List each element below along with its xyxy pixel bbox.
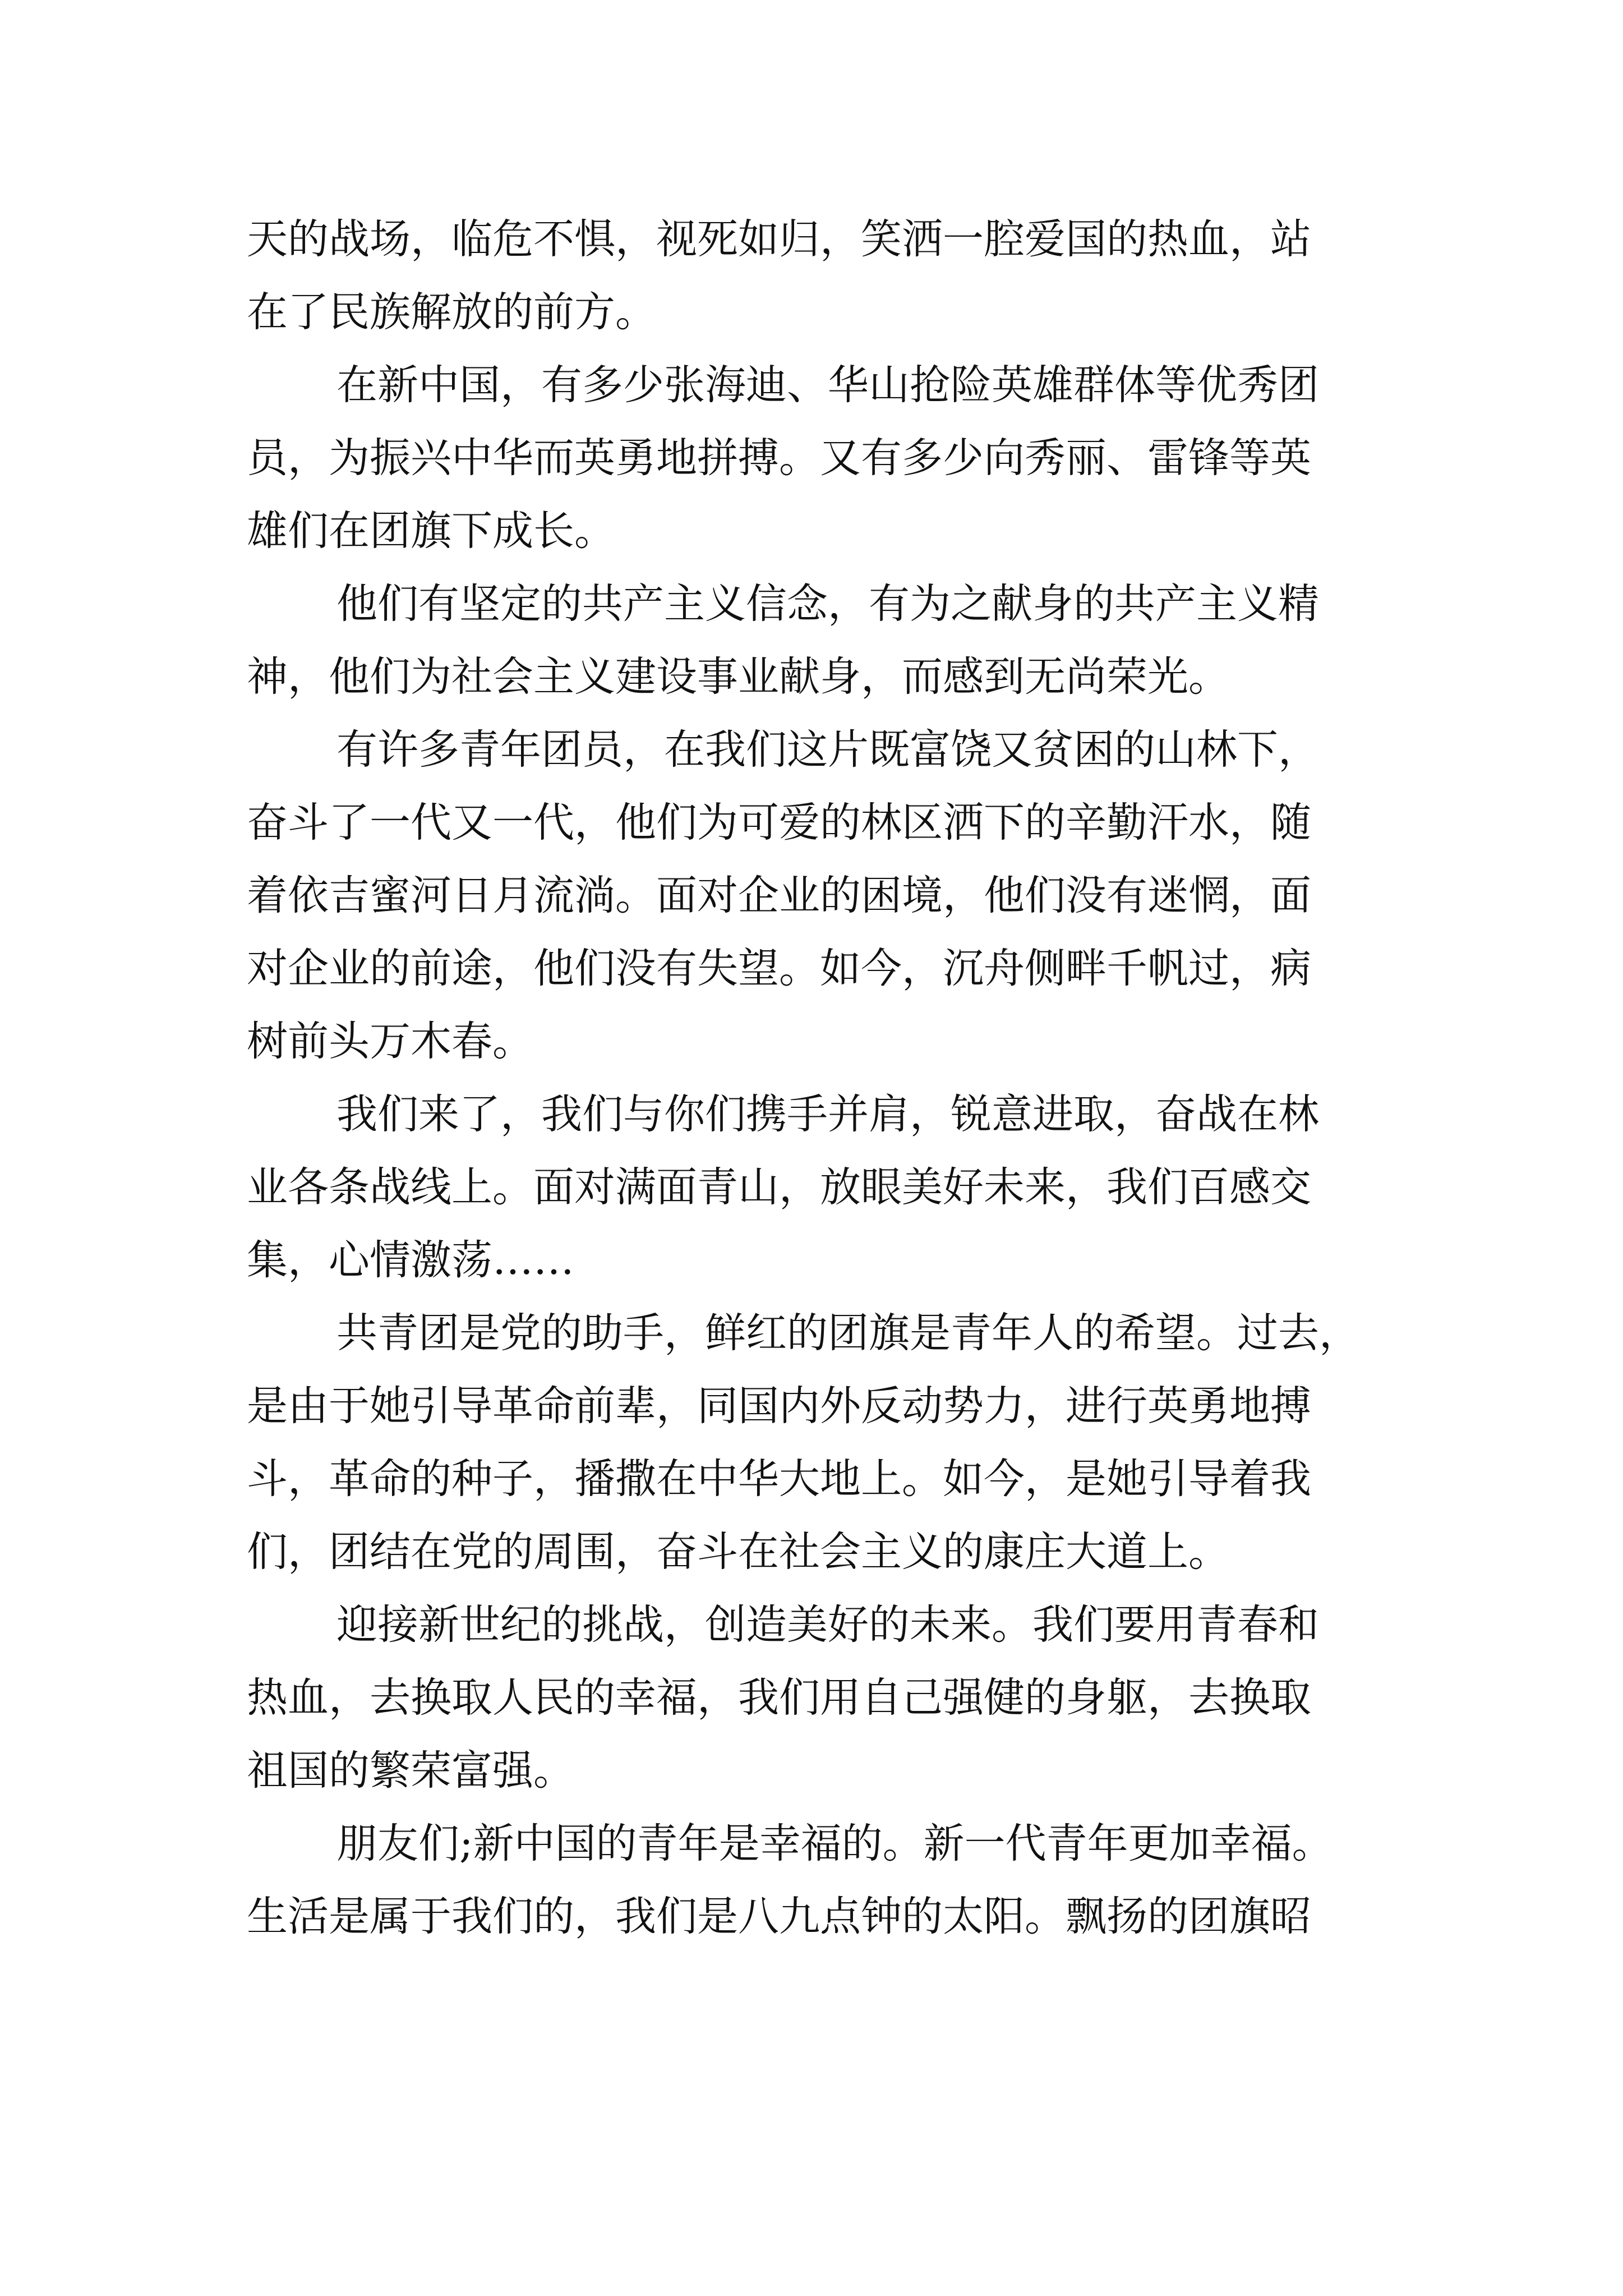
text-line: 有许多青年团员，在我们这片既富饶又贫困的山林下， <box>336 726 1319 774</box>
paragraph <box>247 1807 1391 1953</box>
text-line: 斗，革命的种子，播撒在中华大地上。如今，是她引导着我 <box>247 1455 1311 1503</box>
paragraph <box>247 714 1391 1078</box>
text-line: 着依吉蜜河日月流淌。面对企业的困境，他们没有迷惘，面 <box>247 872 1311 919</box>
paragraph <box>247 1589 1391 1807</box>
text-line: 业各条战线上。面对满面青山，放眼美好未来，我们百感交 <box>247 1163 1311 1211</box>
text-line: 在了民族解放的前方。 <box>247 288 656 336</box>
paragraph <box>247 568 1391 714</box>
text-line: 天的战场，临危不惧，视死如归，笑洒一腔爱国的热血，站 <box>247 215 1311 263</box>
paragraph <box>247 1297 1391 1589</box>
text-line: 雄们在团旗下成长。 <box>247 507 615 555</box>
text-line: 热血，去换取人民的幸福，我们用自己强健的身躯，去换取 <box>247 1674 1311 1722</box>
text-line: 朋友们;新中国的青年是幸福的。新一代青年更加幸福。 <box>336 1820 1333 1867</box>
text-line: 奋斗了一代又一代，他们为可爱的林区洒下的辛勤汗水，随 <box>247 799 1311 846</box>
text-line: 神，他们为社会主义建设事业献身，而感到无尚荣光。 <box>247 653 1229 701</box>
text-line: 在新中国，有多少张海迪、华山抢险英雄群体等优秀团 <box>336 361 1319 409</box>
document-body <box>247 203 1391 1953</box>
text-line: 是由于她引导革命前辈，同国内外反动势力，进行英勇地搏 <box>247 1382 1311 1430</box>
text-line: 祖国的繁荣富强。 <box>247 1747 574 1795</box>
text-line: 共青团是党的助手，鲜红的团旗是青年人的希望。过去， <box>336 1309 1360 1357</box>
paragraph <box>247 1078 1391 1297</box>
text-line: 他们有坚定的共产主义信念，有为之献身的共产主义精 <box>336 580 1319 628</box>
paragraph <box>247 349 1391 568</box>
text-line: 员，为振兴中华而英勇地拼搏。又有多少向秀丽、雷锋等英 <box>247 434 1311 482</box>
text-line: 们，团结在党的周围，奋斗在社会主义的康庄大道上。 <box>247 1528 1229 1576</box>
text-line: 树前头万木春。 <box>247 1018 533 1065</box>
text-line: 集，心情激荡…… <box>247 1236 574 1284</box>
text-line: 迎接新世纪的挑战，创造美好的未来。我们要用青春和 <box>336 1601 1319 1649</box>
paragraph <box>247 203 1391 349</box>
text-line: 我们来了，我们与你们携手并肩，锐意进取，奋战在林 <box>336 1091 1319 1138</box>
text-line: 对企业的前途，他们没有失望。如今，沉舟侧畔千帆过，病 <box>247 945 1311 992</box>
text-line: 生活是属于我们的，我们是八九点钟的太阳。飘扬的团旗昭 <box>247 1893 1311 1940</box>
